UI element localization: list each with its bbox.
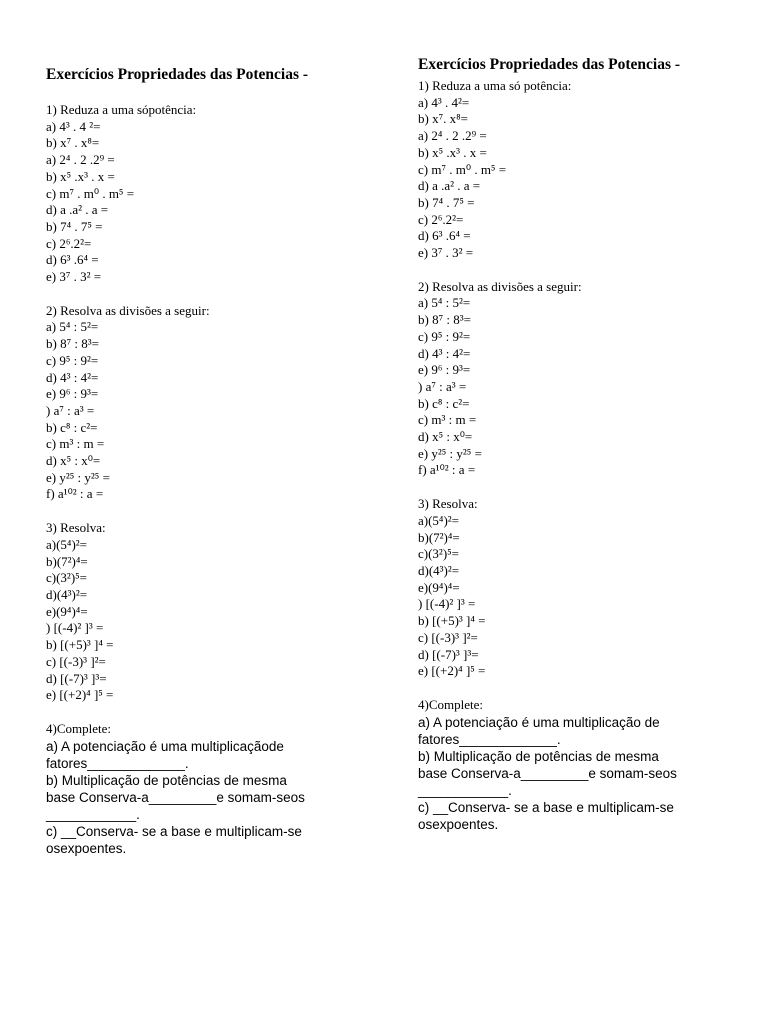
exercise-item: d) 6³ .6⁴ =	[46, 252, 99, 268]
section-reduce	[418, 78, 748, 262]
exercise-item: b) [(+5)³ ]⁴ =	[46, 637, 114, 653]
section-heading: 4)Complete:	[46, 720, 111, 736]
exercise-item: b) x⁵ .x³ . x =	[418, 144, 487, 160]
complete-line: c) __Conserva- se a base e multiplicam-se	[418, 799, 674, 815]
exercise-item: b) 7⁴ . 7⁵ =	[46, 218, 103, 234]
exercise-item: c)(3²)⁵=	[418, 546, 460, 562]
exercise-item: e) 3⁷ . 3² =	[418, 245, 474, 261]
section-reduce	[46, 102, 366, 286]
exercise-item: d) a .a² . a =	[418, 178, 481, 194]
exercise-item: d) [(-7)³ ]³=	[46, 670, 107, 686]
exercise-item: e) y²⁵ : y²⁵ =	[46, 469, 110, 485]
section-heading: 3) Resolva:	[46, 520, 106, 536]
section-resolve	[46, 520, 366, 704]
exercise-item: a) 2⁴ . 2 .2⁹ =	[418, 128, 487, 144]
exercise-item: f) a¹⁰² : a =	[418, 462, 476, 478]
exercise-item: e)(9⁴)⁴=	[418, 579, 460, 595]
exercise-item: c) [(-3)³ ]²=	[418, 629, 478, 645]
exercise-item: d) a .a² . a =	[46, 202, 109, 218]
exercise-item: e) 9⁶ : 9³=	[46, 386, 99, 402]
exercise-item: b)(7²)⁴=	[46, 553, 88, 569]
exercise-item: ) [(-4)² ]³ =	[46, 620, 104, 636]
exercise-item: e) [(+2)⁴ ]⁵ =	[46, 687, 114, 703]
complete-line: a) A potenciação é uma multiplicação de	[418, 714, 660, 730]
section-heading: 1) Reduza a uma só potência:	[418, 78, 572, 93]
complete-line: osexpoentes.	[46, 840, 127, 856]
exercise-item: e) 3⁷ . 3² =	[46, 269, 102, 285]
exercise-item: c) 9⁵ : 9²=	[418, 328, 471, 344]
section-resolve	[418, 496, 748, 680]
exercise-item: ) [(-4)² ]³ =	[418, 596, 476, 612]
exercise-item: d) 4³ : 4²=	[46, 369, 99, 385]
exercise-item: b) 7⁴ . 7⁵ =	[418, 194, 475, 210]
exercise-item: e) [(+2)⁴ ]⁵ =	[418, 663, 486, 679]
exercise-item: f) a¹⁰² : a =	[46, 486, 104, 502]
left-column	[46, 66, 366, 857]
section-divisions	[418, 279, 748, 479]
exercise-item: b) x⁵ .x³ . x =	[46, 168, 115, 184]
exercise-item: b) [(+5)³ ]⁴ =	[418, 613, 486, 629]
complete-line: ____________.	[418, 782, 512, 798]
section-complete	[418, 697, 748, 833]
exercise-item: ) a⁷ : a³ =	[46, 402, 95, 418]
exercise-item: c) m³ : m =	[46, 436, 105, 452]
section-heading: 2) Resolva as divisões a seguir:	[418, 278, 582, 294]
complete-line: b) Multiplicação de potências de mesma	[46, 772, 287, 788]
right-column	[418, 56, 748, 833]
exercise-item: d)(4³)²=	[418, 562, 460, 578]
exercise-item: a)(5⁴)²=	[46, 536, 88, 552]
exercise-item: d) x⁵ : x⁰=	[418, 429, 473, 445]
exercise-item: b)(7²)⁴=	[418, 529, 460, 545]
exercise-item: a)(5⁴)²=	[418, 512, 460, 528]
exercise-item: b) x⁷ . x⁸=	[46, 135, 100, 151]
exercise-item: b) 8⁷ : 8³=	[46, 336, 99, 352]
complete-line: base Conserva-a_________e somam-seos	[46, 789, 305, 805]
exercise-item: c) m⁷ . m⁰ . m⁵ =	[46, 185, 135, 201]
exercise-item: c) [(-3)³ ]²=	[46, 653, 106, 669]
exercise-item: c) 2⁶.2²=	[418, 211, 464, 227]
section-heading: 1) Reduza a uma sópotência:	[46, 102, 197, 117]
exercise-item: c)(3²)⁵=	[46, 570, 88, 586]
section-heading: 2) Resolva as divisões a seguir:	[46, 302, 210, 318]
exercise-item: d) 6³ .6⁴ =	[418, 228, 471, 244]
exercise-item: e) y²⁵ : y²⁵ =	[418, 445, 482, 461]
exercise-item: e)(9⁴)⁴=	[46, 603, 88, 619]
exercise-item: c) 2⁶.2²=	[46, 235, 92, 251]
page-title: Exercícios Propriedades das Potencias -	[418, 56, 681, 73]
exercise-item: c) m³ : m =	[418, 412, 477, 428]
exercise-item: d)(4³)²=	[46, 586, 88, 602]
exercise-item: b) 8⁷ : 8³=	[418, 312, 471, 328]
complete-line: osexpoentes.	[418, 816, 499, 832]
complete-line: a) A potenciação é uma multiplicaçãode	[46, 738, 284, 754]
exercise-item: a) 4³ . 4 ²=	[46, 118, 101, 134]
page-title: Exercícios Propriedades das Potencias -	[46, 66, 309, 83]
section-heading: 4)Complete:	[418, 696, 483, 712]
section-divisions	[46, 303, 366, 503]
exercise-item: d) x⁵ : x⁰=	[46, 453, 101, 469]
exercise-item: d) 4³ : 4²=	[418, 345, 471, 361]
exercise-item: a) 5⁴ : 5²=	[46, 319, 99, 335]
complete-line: fatores_____________.	[46, 755, 189, 771]
exercise-item: d) [(-7)³ ]³=	[418, 646, 479, 662]
exercise-item: a) 5⁴ : 5²=	[418, 295, 471, 311]
complete-line: ____________.	[46, 806, 140, 822]
complete-line: c) __Conserva- se a base e multiplicam-se	[46, 823, 302, 839]
exercise-item: e) 9⁶ : 9³=	[418, 362, 471, 378]
complete-line: base Conserva-a_________e somam-seos	[418, 765, 677, 781]
exercise-item: b) c⁸ : c²=	[418, 395, 470, 411]
section-heading: 3) Resolva:	[418, 496, 478, 512]
exercise-item: c) m⁷ . m⁰ . m⁵ =	[418, 161, 507, 177]
exercise-item: ) a⁷ : a³ =	[418, 378, 467, 394]
exercise-item: b) c⁸ : c²=	[46, 419, 98, 435]
complete-line: fatores_____________.	[418, 731, 561, 747]
section-complete	[46, 721, 366, 857]
exercise-item: a) 4³ . 4²=	[418, 94, 470, 110]
exercise-item: a) 2⁴ . 2 .2⁹ =	[46, 152, 115, 168]
complete-line: b) Multiplicação de potências de mesma	[418, 748, 659, 764]
exercise-item: b) x⁷. x⁸=	[418, 111, 468, 127]
exercise-item: c) 9⁵ : 9²=	[46, 352, 99, 368]
